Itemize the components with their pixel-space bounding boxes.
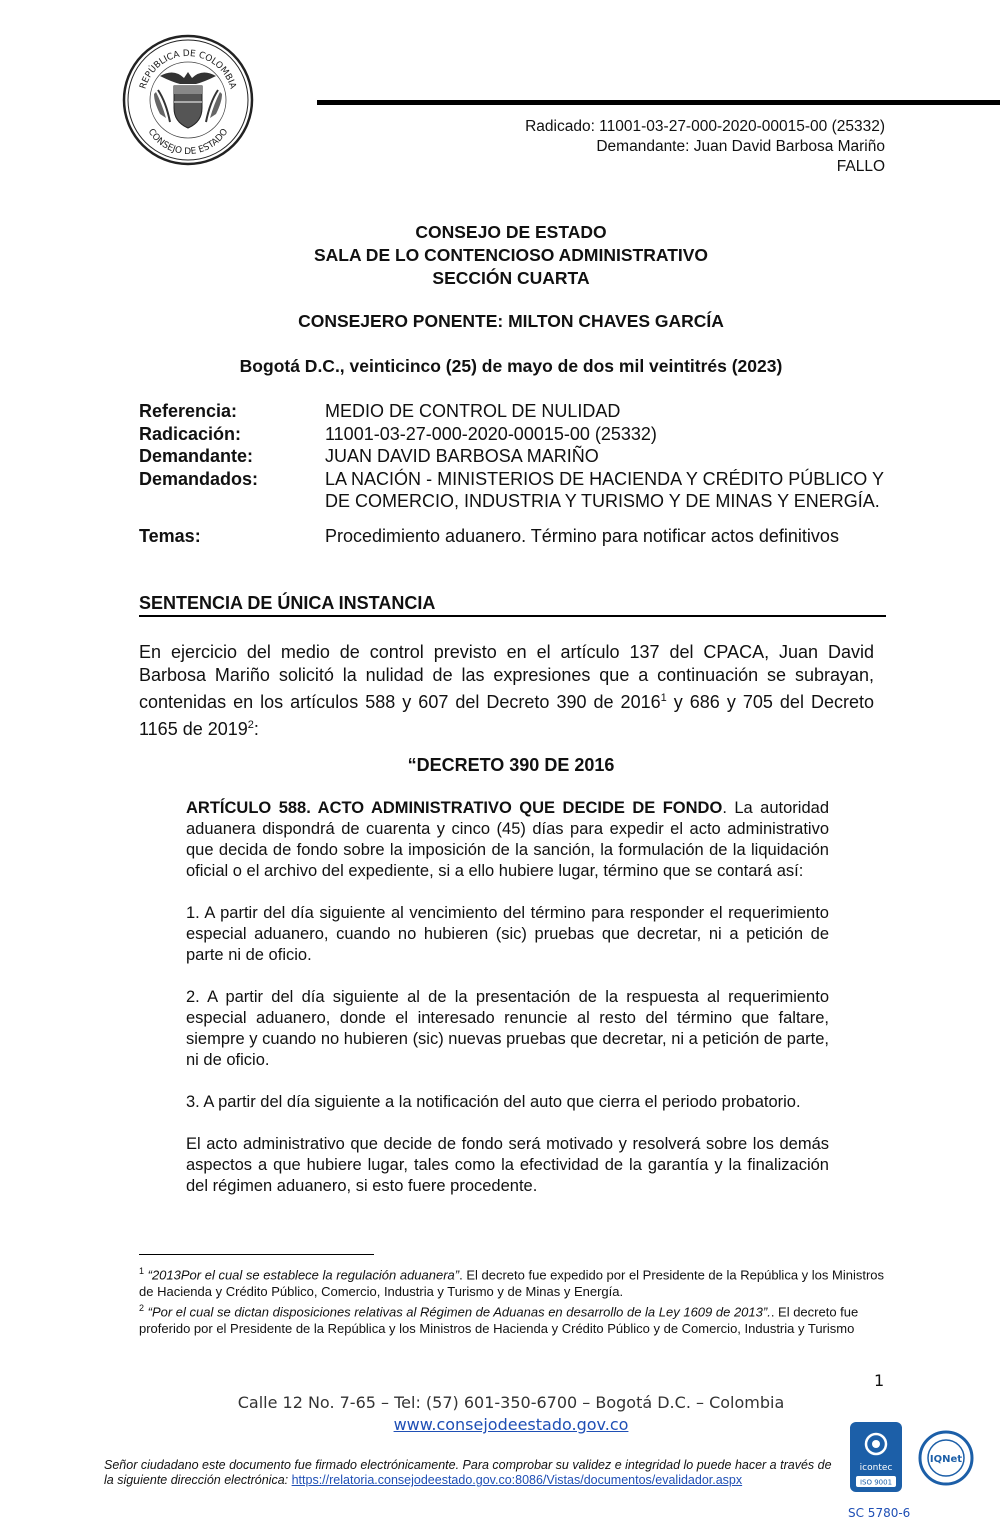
seal-outer-text: REPÚBLICA DE COLOMBIA [138, 48, 238, 91]
article-heading: ARTÍCULO 588. ACTO ADMINISTRATIVO QUE DECIDE DE FONDO [186, 799, 723, 817]
icontec-label: icontec [859, 1463, 893, 1473]
reference-row [139, 400, 884, 423]
reference-value: Procedimiento aduanero. Término para notificar actos definitivos [325, 525, 839, 546]
icontec-icon [850, 1422, 902, 1492]
footnote-text: . El decreto fue proferido por el Presidente de la República y los Ministros de Hacienda y Crédito Público y de Comercio, Industria y Turismo [139, 1304, 859, 1337]
iqnet-label: IQNet [929, 1454, 963, 1465]
court-section: SECCIÓN CUARTA [432, 268, 590, 288]
reference-value: LA NACIÓN - MINISTERIOS DE HACIENDA Y CRÉDITO PÚBLICO Y DE COMERCIO, INDUSTRIA Y TURISMO Y DE MINAS Y ENERGÍA. [325, 468, 884, 511]
document-header [525, 117, 885, 177]
article-paragraph: El acto administrativo que decide de fondo será motivado y resolverá sobre los demás aspectos a que hubiere lugar, tales como la efectividad de la garantía y la finalización del régimen aduanero, si esto fuere procedente. [186, 1135, 829, 1195]
footer-address: Calle 12 No. 7-65 – Tel: (57) 601-350-6700 – Bogotá D.C. – Colombia [237, 1393, 785, 1412]
intro-text: y 686 y 705 del Decreto 1165 de 2019 [139, 692, 874, 739]
seal-inner-text: CONSEJO DE ESTADO [145, 127, 231, 158]
quoted-article [186, 798, 829, 1218]
reference-label: Demandados: [139, 468, 259, 489]
validator-link[interactable]: https://relatoria.consejodeestado.gov.co:8086/Vistas/documentos/evalidador.aspx [291, 1473, 743, 1487]
article-text: . La autoridad aduanera dispondrá de cuarenta y cinco (45) días para expedir el acto administrativo que decida de fondo sobre la imposición de la sanción, la formulación de la liquidación oficial o el archivo del expediente, si a ello hubiere lugar, término que se contará así: [186, 799, 829, 880]
document-type: FALLO [836, 158, 885, 175]
footnote-title: “Por el cual se dictan disposiciones relativas al Régimen de Aduanas en desarrollo de la Ley 1609 de 2013”. [144, 1304, 771, 1320]
footnote-number: 2 [139, 1303, 145, 1314]
reference-row [139, 423, 884, 446]
footnote-separator [139, 1254, 374, 1255]
iqnet-icon [918, 1430, 974, 1486]
reference-row [139, 468, 884, 513]
article-paragraph: 1. A partir del día siguiente al vencimiento del término para responder el requerimiento especial aduanero, cuando no hubieren (sic) pruebas que decretar, ni a petición de parte ni de oficio. [186, 904, 829, 964]
footnote-ref[interactable]: 2 [247, 719, 254, 731]
electronic-signature-notice [104, 1458, 844, 1488]
article-paragraph: 2. A partir del día siguiente al de la presentación de la respuesta al requerimiento especial aduanero, donde el interesado renuncie al resto del término que faltare, siempre y cuando no hubieren (sic) nuevas pruebas que decretar, ni a petición de parte, ni de oficio. [186, 988, 829, 1069]
iso-label: ISO 9001 [859, 1478, 893, 1487]
reference-value: JUAN DAVID BARBOSA MARIÑO [325, 446, 599, 466]
reference-table [139, 400, 884, 547]
court-title [0, 221, 1000, 290]
footnote-ref[interactable]: 1 [660, 692, 667, 704]
website-link[interactable]: www.consejodeestado.gov.co [393, 1415, 629, 1434]
article-paragraph [186, 798, 829, 882]
footnote-text: . El decreto fue expedido por el Presidente de la República y los Ministros de Hacienda y Crédito Público, Comercio, Industria y Turismo y de Minas y Energía. [139, 1267, 885, 1299]
intro-paragraph [139, 641, 874, 741]
reference-value: 11001-03-27-000-2020-00015-00 (25332) [325, 423, 657, 444]
escudo-colombia-icon [120, 32, 256, 168]
reference-row [139, 445, 884, 468]
consejero-ponente: CONSEJERO PONENTE: MILTON CHAVES GARCÍA [298, 311, 724, 331]
header-rule [317, 100, 1000, 105]
demandante-line: Demandante: Juan David Barbosa Mariño [596, 138, 885, 155]
notice-text: Señor ciudadano este documento fue firmado electrónicamente. Para comprobar su validez e integridad lo puede hacer a través de la siguiente dirección electrónica: [104, 1458, 832, 1487]
icontec-logo [850, 1422, 902, 1492]
court-chamber: SALA DE LO CONTENCIOSO ADMINISTRATIVO [313, 245, 709, 265]
decreto-title: “DECRETO 390 DE 2016 [407, 755, 615, 775]
court-name: CONSEJO DE ESTADO [415, 222, 607, 242]
intro-text: En ejercicio del medio de control previsto en el artículo 137 del CPACA, Juan David Barbosa Mariño solicitó la nulidad de las expresiones que a continuación se subrayan, contenidas en los artículos 588 y 607 del Decreto 390 de 2016 [139, 642, 874, 712]
footnote-2 [139, 1300, 886, 1337]
reference-label: Temas: [139, 525, 201, 546]
footnote-number: 1 [139, 1266, 145, 1276]
reference-row [139, 525, 884, 548]
page-number: 1 [874, 1371, 885, 1390]
certificate-code: SC 5780-6 [848, 1506, 911, 1520]
footnote-1 [139, 1263, 886, 1300]
reference-label: Referencia: [139, 401, 238, 421]
reference-label: Demandante: [139, 446, 254, 466]
intro-text: : [253, 719, 259, 739]
reference-label: Radicación: [139, 423, 242, 444]
footnote-title: “2013Por el cual se establece la regulación aduanera” [144, 1267, 460, 1283]
document-date: Bogotá D.C., veinticinco (25) de mayo de dos mil veintitrés (2023) [239, 356, 783, 376]
radicado-line: Radicado: 11001-03-27-000-2020-00015-00 (25332) [525, 118, 885, 135]
sentencia-heading: SENTENCIA DE ÚNICA INSTANCIA [139, 593, 886, 617]
consejo-de-estado-seal [120, 32, 256, 168]
reference-value: MEDIO DE CONTROL DE NULIDAD [325, 401, 621, 421]
article-paragraph: 3. A partir del día siguiente a la notificación del auto que cierra el periodo probatorio. [186, 1093, 801, 1111]
footnotes [139, 1263, 886, 1338]
iqnet-logo [918, 1430, 974, 1486]
